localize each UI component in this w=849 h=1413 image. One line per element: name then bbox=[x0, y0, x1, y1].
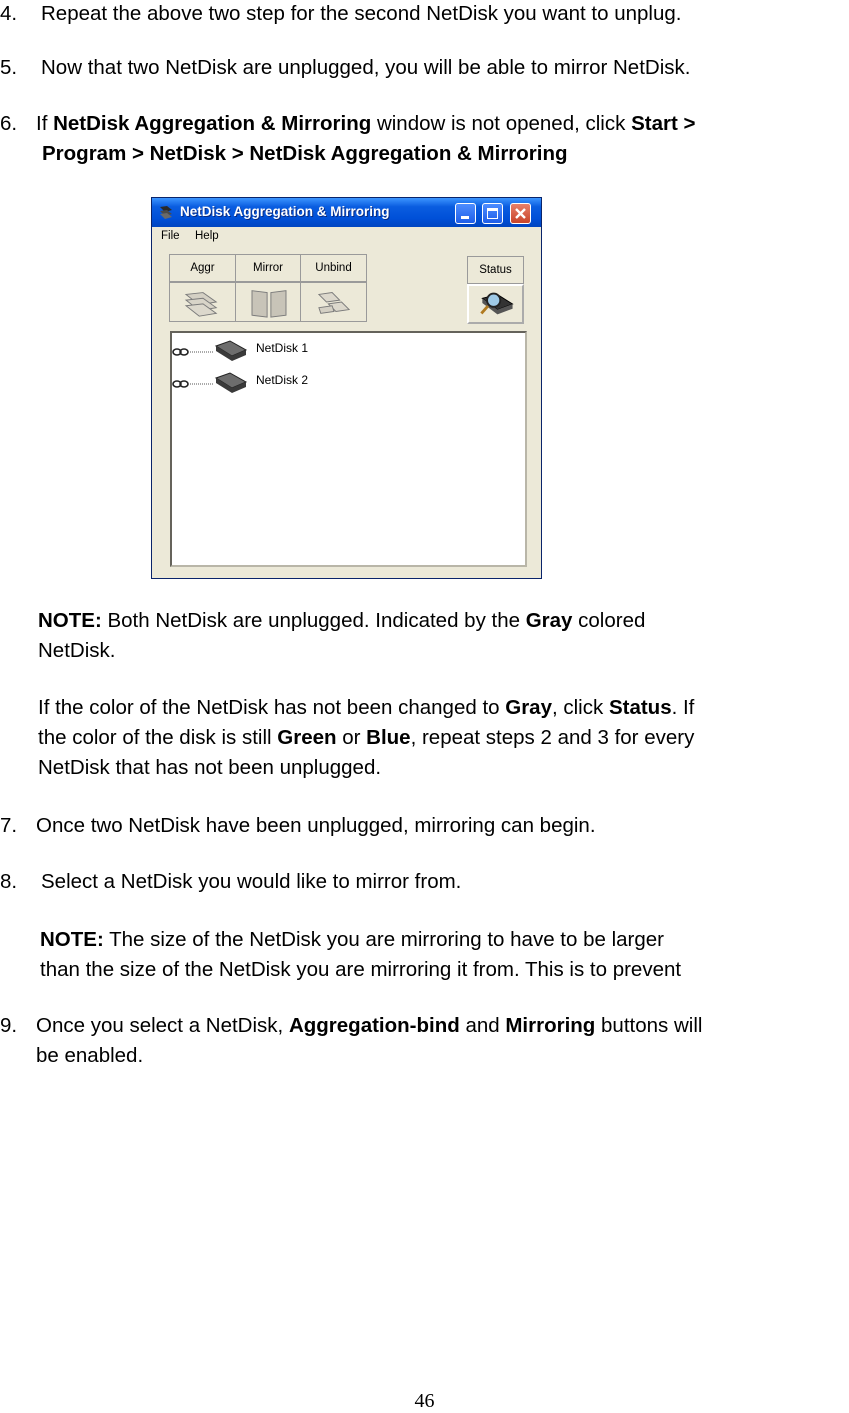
step-text: Once you select a NetDisk, bbox=[36, 1014, 289, 1037]
unbind-button[interactable]: Unbind bbox=[300, 254, 367, 282]
para-line1 bbox=[38, 694, 694, 722]
para-text: , click bbox=[551, 696, 609, 719]
mirror-button[interactable]: Mirror bbox=[235, 254, 301, 282]
color-gray: Gray bbox=[525, 609, 573, 632]
step-text: buttons will bbox=[595, 1014, 703, 1037]
note-text: The size of the NetDisk you are mirroring to have to be larger bbox=[103, 928, 664, 951]
title-bar bbox=[152, 198, 541, 227]
netdisk-list[interactable] bbox=[170, 331, 527, 567]
para-text: , repeat steps 2 and 3 for every bbox=[410, 726, 695, 749]
note-2-line2: than the size of the NetDisk you are mirroring it from. This is to prevent bbox=[40, 958, 682, 981]
step-text: If bbox=[36, 112, 54, 135]
step-9 bbox=[0, 1012, 703, 1040]
step-text: window is not opened, click bbox=[371, 112, 632, 135]
step-number: 5. bbox=[0, 56, 18, 79]
step-6-menu-path: Program > NetDisk > NetDisk Aggregation & Mirroring bbox=[42, 142, 568, 165]
mirroring-ref: Mirroring bbox=[505, 1014, 596, 1037]
para-text: or bbox=[336, 726, 367, 749]
disk-label: NetDisk 2 bbox=[256, 373, 309, 387]
step-number: 7. bbox=[0, 814, 18, 837]
note-text: colored bbox=[572, 609, 646, 632]
step-text: Now that two NetDisk are unplugged, you will be able to mirror NetDisk. bbox=[41, 56, 691, 79]
para-text: . If bbox=[671, 696, 695, 719]
disk-chain-icon bbox=[172, 369, 256, 393]
para-text: If the color of the NetDisk has not been changed to bbox=[38, 696, 506, 719]
status-ref: Status bbox=[608, 696, 672, 719]
mirror-book-icon bbox=[240, 285, 298, 319]
window-name: NetDisk Aggregation & Mirroring bbox=[53, 112, 372, 135]
step-number: 6. bbox=[0, 112, 18, 135]
para-line2 bbox=[38, 724, 694, 752]
mirror-icon-button[interactable] bbox=[235, 282, 301, 322]
color-blue: Blue bbox=[366, 726, 411, 749]
color-gray: Gray bbox=[505, 696, 552, 719]
color-green: Green bbox=[277, 726, 337, 749]
note-2 bbox=[40, 926, 664, 954]
menu-file[interactable]: File bbox=[161, 230, 180, 242]
step-8 bbox=[0, 868, 462, 896]
unbind-disks-icon bbox=[305, 285, 363, 319]
step-9-line2: be enabled. bbox=[36, 1044, 144, 1067]
aggr-icon-button[interactable] bbox=[169, 282, 236, 322]
step-text: Repeat the above two step for the second NetDisk you want to unplug. bbox=[41, 2, 682, 25]
step-6 bbox=[0, 110, 696, 138]
step-4 bbox=[0, 0, 682, 28]
close-button[interactable] bbox=[510, 203, 531, 224]
step-text: and bbox=[459, 1014, 506, 1037]
step-number: 9. bbox=[0, 1014, 18, 1037]
page-number: 46 bbox=[414, 1390, 435, 1412]
disk-chain-icon bbox=[172, 337, 256, 361]
step-number: 4. bbox=[0, 2, 18, 25]
window-title: NetDisk Aggregation & Mirroring bbox=[180, 204, 390, 219]
note-label: NOTE: bbox=[38, 609, 102, 632]
aggregation-bind-ref: Aggregation-bind bbox=[288, 1014, 460, 1037]
close-icon bbox=[511, 204, 530, 223]
note-text: Both NetDisk are unplugged. Indicated by the bbox=[101, 609, 526, 632]
step-text: Once two NetDisk have been unplugged, mirroring can begin. bbox=[36, 814, 596, 837]
para-line3: NetDisk that has not been unplugged. bbox=[38, 756, 382, 779]
note-1 bbox=[38, 607, 645, 635]
minimize-button[interactable] bbox=[455, 203, 476, 224]
magnifier-disk-icon bbox=[472, 287, 521, 321]
note-1-line2: NetDisk. bbox=[38, 639, 116, 662]
list-item[interactable] bbox=[172, 369, 372, 393]
step-number: 8. bbox=[0, 870, 18, 893]
maximize-button[interactable] bbox=[482, 203, 503, 224]
aggr-disks-icon bbox=[174, 285, 232, 319]
step-7 bbox=[0, 812, 596, 840]
start-menu-path: Start > bbox=[631, 112, 696, 135]
menu-help[interactable]: Help bbox=[195, 230, 219, 242]
step-5 bbox=[0, 54, 691, 82]
netdisk-window bbox=[151, 197, 542, 579]
note-label: NOTE: bbox=[40, 928, 104, 951]
status-button[interactable]: Status bbox=[467, 256, 524, 284]
step-text: Select a NetDisk you would like to mirror from. bbox=[41, 870, 462, 893]
menu-bar bbox=[152, 227, 541, 247]
list-item[interactable] bbox=[172, 337, 372, 361]
para-text: the color of the disk is still bbox=[38, 726, 278, 749]
disk-label: NetDisk 1 bbox=[256, 341, 309, 355]
unbind-icon-button[interactable] bbox=[300, 282, 367, 322]
aggr-button[interactable]: Aggr bbox=[169, 254, 236, 282]
app-icon bbox=[158, 205, 174, 219]
status-icon-button[interactable] bbox=[467, 284, 524, 324]
